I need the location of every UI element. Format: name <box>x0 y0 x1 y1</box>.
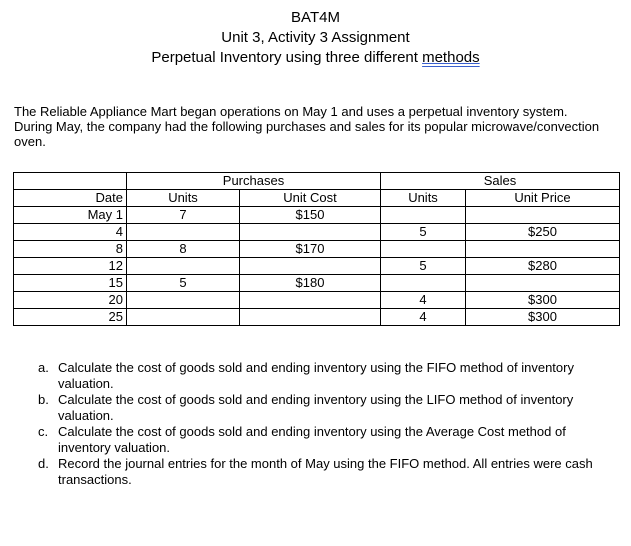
purchases-group-header: Purchases <box>127 173 381 190</box>
question-text: Record the journal entries for the month of May using the FIFO method. All entries were cash transactions. <box>58 456 593 487</box>
unit-cost-cell: $170 <box>240 241 381 258</box>
unit-price-cell: $280 <box>466 258 620 275</box>
sales-units-cell: 4 <box>381 292 466 309</box>
question-item <box>38 456 598 488</box>
table-row <box>14 309 620 326</box>
column-header-row <box>14 190 620 207</box>
column-header-purchase-units: Units <box>127 190 240 207</box>
assignment-title: Unit 3, Activity 3 Assignment <box>221 29 410 46</box>
question-letter: d. <box>38 456 49 471</box>
purchase-units-cell <box>127 292 240 309</box>
question-text: Calculate the cost of goods sold and ending inventory using the FIFO method of inventory valuation. <box>58 360 574 391</box>
unit-cost-cell <box>240 292 381 309</box>
purchase-units-cell: 8 <box>127 241 240 258</box>
sales-units-cell <box>381 207 466 224</box>
date-cell: May 1 <box>14 207 127 224</box>
table-row <box>14 241 620 258</box>
unit-price-cell <box>466 275 620 292</box>
date-cell: 8 <box>14 241 127 258</box>
table-row <box>14 258 620 275</box>
sales-units-cell <box>381 241 466 258</box>
inventory-table <box>13 172 620 326</box>
column-header-sales-units: Units <box>381 190 466 207</box>
sales-units-cell: 4 <box>381 309 466 326</box>
unit-cost-cell <box>240 258 381 275</box>
question-letter: b. <box>38 392 49 407</box>
group-header-row <box>14 173 620 190</box>
unit-price-cell <box>466 207 620 224</box>
unit-price-cell: $250 <box>466 224 620 241</box>
purchase-units-cell: 5 <box>127 275 240 292</box>
purchase-units-cell <box>127 224 240 241</box>
unit-cost-cell <box>240 309 381 326</box>
table-row <box>14 292 620 309</box>
sales-units-cell: 5 <box>381 258 466 275</box>
purchase-units-cell: 7 <box>127 207 240 224</box>
table-row <box>14 275 620 292</box>
unit-cost-cell <box>240 224 381 241</box>
purchase-units-cell <box>127 309 240 326</box>
intro-paragraph: The Reliable Appliance Mart began operations on May 1 and uses a perpetual inventory system. During May, the company had the following purchases and sales for its popular microwave/convection oven. <box>14 104 600 149</box>
unit-cost-cell: $180 <box>240 275 381 292</box>
sales-units-cell: 5 <box>381 224 466 241</box>
unit-price-cell: $300 <box>466 292 620 309</box>
date-cell: 20 <box>14 292 127 309</box>
unit-price-cell <box>466 241 620 258</box>
subtitle-text: Perpetual Inventory using three different <box>151 49 423 66</box>
question-text: Calculate the cost of goods sold and ending inventory using the LIFO method of inventory valuation. <box>58 392 574 423</box>
question-item <box>38 424 598 456</box>
course-code: BAT4M <box>291 9 340 26</box>
unit-cost-cell: $150 <box>240 207 381 224</box>
column-header-date: Date <box>14 190 127 207</box>
assignment-subtitle <box>0 48 631 68</box>
date-cell: 15 <box>14 275 127 292</box>
purchase-units-cell <box>127 258 240 275</box>
blank-cell <box>14 173 127 190</box>
date-cell: 4 <box>14 224 127 241</box>
question-list <box>38 360 598 488</box>
unit-price-cell: $300 <box>466 309 620 326</box>
question-item <box>38 392 598 424</box>
column-header-unit-price: Unit Price <box>466 190 620 207</box>
question-item <box>38 360 598 392</box>
column-header-unit-cost: Unit Cost <box>240 190 381 207</box>
sales-units-cell <box>381 275 466 292</box>
methods-word: methods <box>422 49 480 66</box>
table-row <box>14 207 620 224</box>
question-letter: a. <box>38 360 49 375</box>
sales-group-header: Sales <box>381 173 620 190</box>
document-header <box>0 8 631 68</box>
date-cell: 25 <box>14 309 127 326</box>
table-row <box>14 224 620 241</box>
question-text: Calculate the cost of goods sold and ending inventory using the Average Cost method of inventory valuation. <box>58 424 566 455</box>
date-cell: 12 <box>14 258 127 275</box>
question-letter: c. <box>38 424 49 439</box>
